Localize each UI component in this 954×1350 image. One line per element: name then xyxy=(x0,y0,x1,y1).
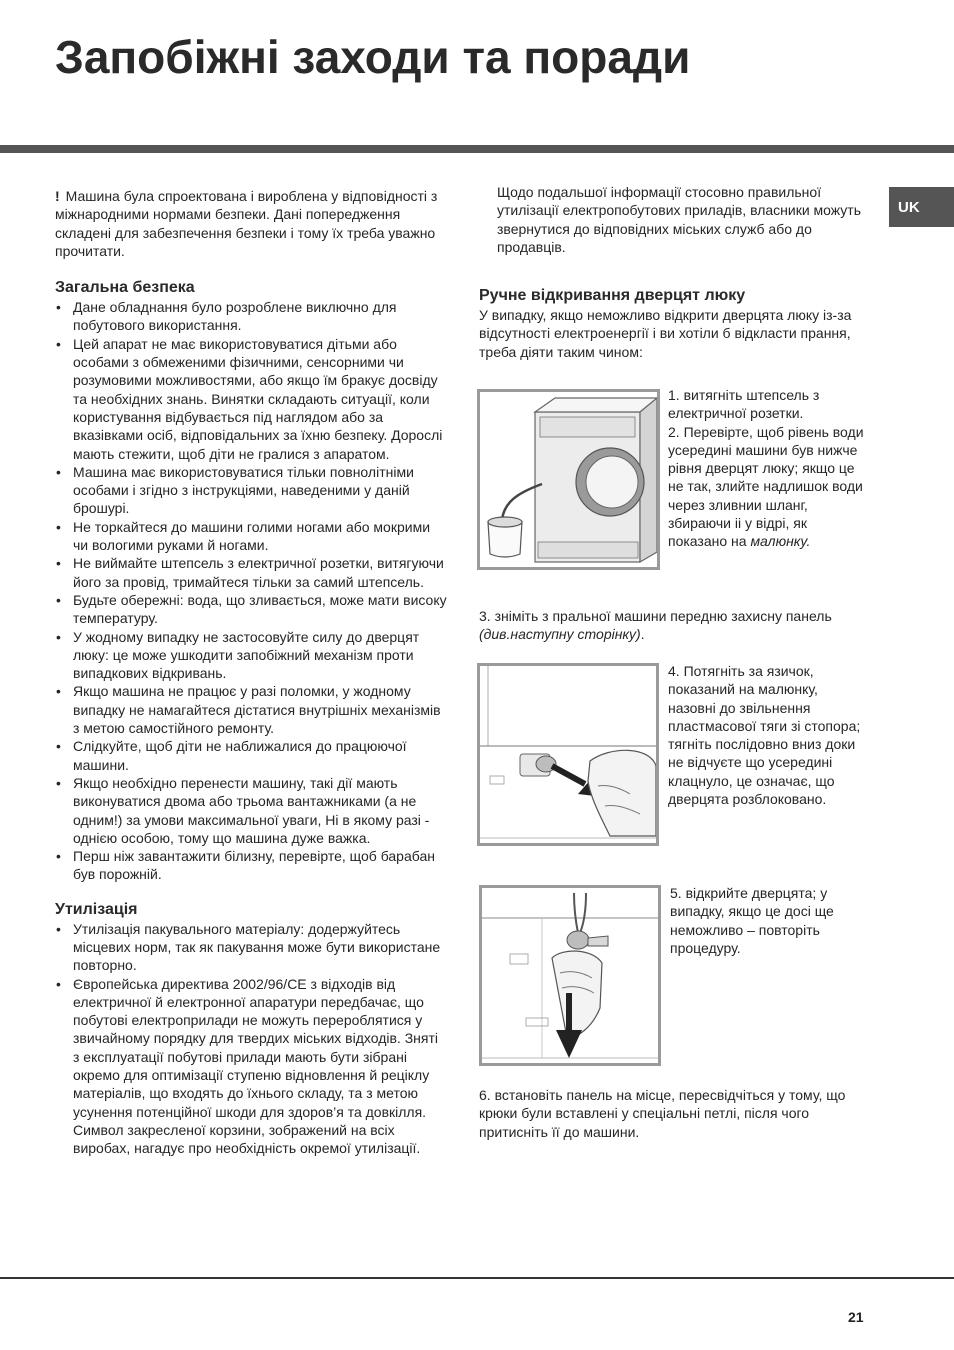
steps-1-2 xyxy=(668,386,868,551)
warning-mark: ! xyxy=(55,188,60,204)
list-item: • Не торкайтеся до машини голими ногами або мокрими чи вологими руками й ногами. xyxy=(55,518,448,555)
left-column xyxy=(55,187,448,1158)
step-4-text: 4. Потягніть за язичок, показаний на малюнку, назовні до звільнення пластмасової тяги зі стопора; тягніть послідовно вниз доки не відчуєте що усередині клацнуло, це означає, що дверцята розблоковано. xyxy=(668,663,861,808)
pull-tab-illustration xyxy=(480,666,656,843)
page-title: Запобіжні заходи та поради xyxy=(55,31,691,83)
intro-text: Машина була спроектована і вироблена у відповідності з міжнародними нормами безпеки. Дані попередження складені для забезпечення безпеки і тому їх треба уважно прочитати. xyxy=(55,188,438,259)
manual-door-heading: Ручне відкривання дверцят люку xyxy=(479,287,746,305)
step-1-text: 1. витягніть штепсель з електричної розетки. xyxy=(668,387,820,422)
list-item: • У жодному випадку не застосовуйте силу до дверцят люку: це може ушкодити запобіжний механізм проти випадкових відкривань. xyxy=(55,628,448,683)
language-tab: UK xyxy=(889,187,954,227)
step-5-text: 5. відкрийте дверцята; у випадку, якщо це досі ще неможливо – повторіть процедуру. xyxy=(670,885,834,956)
figure-pull-tab xyxy=(477,663,659,846)
page-number: 21 xyxy=(848,1309,864,1325)
intro-paragraph xyxy=(55,187,448,260)
disposal-list xyxy=(55,920,448,1158)
title-divider xyxy=(0,145,954,153)
list-item: • Цей апарат не має використовуватися дітьми або особами з обмеженими фізичними, сенсорними чи розумовими можливостями, або якщо їм бракує досвіду та необхідних знань. Винятки складають ситуації, коли користування відбувається під наглядом або за вказівками осіб, відповідальних за їхню безпеку. Дорослі мають стежити, щоб діти не гралися з апаратом. xyxy=(55,335,448,463)
list-item: • Дане обладнання було розроблене виключно для побутового використання. xyxy=(55,298,448,335)
list-item: • Європейська директива 2002/96/CE з відходів від електричної й електронної апаратури передбачає, що побутові електроприлади не можуть перероблятися у звичайному порядку для твердих міських відходів. Зняті з експлуатації побутові прилади мають бути зібрані окремо для оптимізації ступеню відновлення й реціклу матеріалів, що входять до їхнього складу, та з метою усунення потенційної шкоди для здоров’я та довкілля. Символ закресленої корзини, зображений на всіх виробах, нагадує про необхідність окремої утилізації. xyxy=(55,975,448,1158)
disposal-heading: Утилізація xyxy=(55,900,138,918)
list-item: • Не виймайте штепсель з електричної розетки, витягуючи його за провід, тримайтеся тільки за самий штепсель. xyxy=(55,554,448,591)
footer-divider xyxy=(0,1277,954,1279)
right-column xyxy=(479,183,869,361)
disposal-continuation: Щодо подальшої інформації стосовно правильної утилізації електропобутових приладів, власники можуть звернутися до відповідних міських служб або до продавців. xyxy=(497,184,862,255)
list-item: • Машина має використовуватися тільки повнолітніми особами і згідно з інструкціями, наведеними у даній брошурі. xyxy=(55,463,448,518)
list-item: • Перш ніж завантажити білизну, перевірте, щоб барабан був порожній. xyxy=(55,847,448,884)
manual-door-intro: У випадку, якщо неможливо відкрити дверцята люку із-за відсутності електроенергії і ви хотіли б відкласти прання, треба діяти таким чином: xyxy=(479,307,852,360)
list-item: • Утилізація пакувального матеріалу: додержуйтесь місцевих норм, так як пакування може бути використане повторно. xyxy=(55,920,448,975)
general-safety-list xyxy=(55,298,448,884)
step-2-text: 2. Перевірте, щоб рівень води усередині машини був нижче рівня дверцят люку; якщо це не так, злийте надлишок води через зливнии шланг, збираючи ii у відрі, як показано на малюнку. xyxy=(668,423,864,550)
general-safety-heading: Загальна безпека xyxy=(55,279,195,297)
list-item: • Слідкуйте, щоб діти не наближалися до працюючої машини. xyxy=(55,737,448,774)
list-item: • Якщо машина не працює у разі поломки, у жодному випадку не намагайтеся дістатися внутрішніх механізмів з метою самостійного ремонту. xyxy=(55,682,448,737)
pull-down-illustration xyxy=(482,888,658,1063)
list-item: • Якщо необхідно перенести машину, такі дії мають виконуватися двома або трьома вантажниками (а не одним!) за умови максимальної уваги, Ні в якому разі - однією особою, тому що машина дуже важка. xyxy=(55,774,448,847)
figure-pull-down xyxy=(479,885,661,1066)
washing-machine-drain-illustration xyxy=(480,392,657,567)
step-6-text: 6. встановіть панель на місце, пересвідчіться у тому, що крюки були вставлені у спеціальні петлі, після чого притисніть її до машини. xyxy=(479,1087,846,1140)
figure-drain-water xyxy=(477,389,660,570)
list-item: • Будьте обережні: вода, що зливається, може мати високу температуру. xyxy=(55,591,448,628)
step-3-text: 3. зніміть з пральної машини передню захисну панель (див.наступну сторінку). xyxy=(479,608,832,643)
